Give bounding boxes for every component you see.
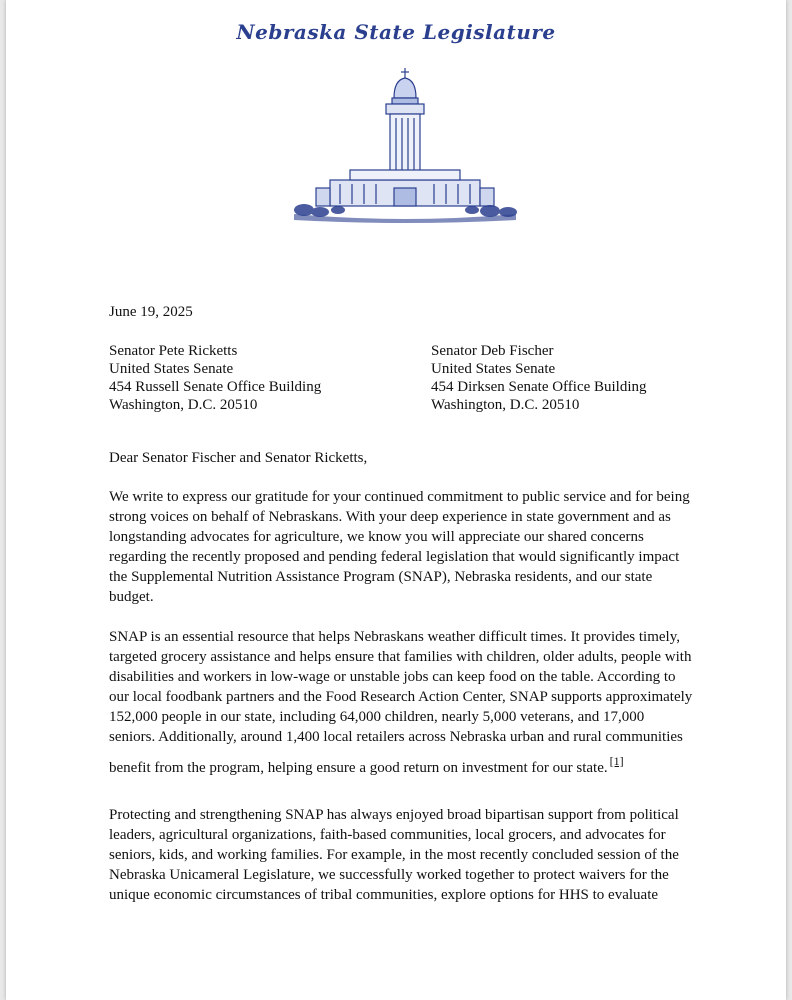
paragraph-line: disabilities and workers in low-wage or unstable jobs can keep food on the table. According to bbox=[109, 669, 676, 685]
paragraph-line: 152,000 people in our state, including 64,000 children, nearly 5,000 veterans, and 17,000 bbox=[109, 709, 645, 725]
paragraph-snap-resource bbox=[109, 627, 699, 782]
recipient-city: Washington, D.C. 20510 bbox=[109, 397, 258, 413]
paragraph-line: seniors, kids, and working families. For example, in the most recently concluded session of the bbox=[109, 847, 679, 863]
footnote-link[interactable]: [1] bbox=[609, 754, 624, 768]
paragraph-line: Protecting and strengthening SNAP has always enjoyed broad bipartisan support from political bbox=[109, 807, 679, 823]
recipient-name: Senator Pete Ricketts bbox=[109, 343, 238, 359]
recipient-office: 454 Dirksen Senate Office Building bbox=[431, 379, 647, 395]
paragraph-line: unique economic circumstances of tribal communities, explore options for HHS to evaluate bbox=[109, 887, 659, 903]
paragraph-line: regarding the recently proposed and pending federal legislation that would significantly impact bbox=[109, 549, 680, 565]
recipient-city: Washington, D.C. 20510 bbox=[431, 397, 580, 413]
letter-date: June 19, 2025 bbox=[109, 304, 193, 320]
paragraph-line: the Supplemental Nutrition Assistance Program (SNAP), Nebraska residents, and our state bbox=[109, 569, 653, 585]
salutation: Dear Senator Fischer and Senator Ricketts, bbox=[109, 450, 368, 466]
paragraph-line: our local foodbank partners and the Food Research Action Center, SNAP supports approximately bbox=[109, 689, 693, 705]
paragraph-line: leaders, agricultural organizations, faith-based communities, local grocers, and advocates for bbox=[109, 827, 666, 843]
paragraph-gratitude bbox=[109, 487, 699, 607]
letter-page bbox=[6, 0, 786, 1000]
paragraph-line: targeted grocery assistance and helps ensure that families with children, older adults, people with bbox=[109, 649, 692, 665]
paragraph-line: seniors. Additionally, around 1,400 local retailers across Nebraska urban and rural communities bbox=[109, 729, 683, 745]
recipient-address-fischer bbox=[431, 342, 647, 414]
paragraph-line: Nebraska Unicameral Legislature, we successfully worked together to protect waivers for the bbox=[109, 867, 669, 883]
paragraph-line: SNAP is an essential resource that helps Nebraskans weather difficult times. It provides timely, bbox=[109, 629, 680, 645]
capitol-building-icon bbox=[290, 64, 520, 226]
recipient-address-ricketts bbox=[109, 342, 321, 414]
recipient-office: 454 Russell Senate Office Building bbox=[109, 379, 322, 395]
paragraph-line: budget. bbox=[109, 589, 154, 605]
recipient-org: United States Senate bbox=[431, 361, 556, 377]
paragraph-line-with-footnote bbox=[109, 747, 699, 782]
paragraph-line: benefit from the program, helping ensure a good return on investment for our state. bbox=[109, 760, 608, 776]
letterhead-title: Nebraska State Legislature bbox=[236, 20, 556, 44]
recipient-org: United States Senate bbox=[109, 361, 234, 377]
recipient-name: Senator Deb Fischer bbox=[431, 343, 554, 359]
paragraph-line: strong voices on behalf of Nebraskans. With your deep experience in state government and as bbox=[109, 509, 671, 525]
paragraph-bipartisan-support bbox=[109, 805, 699, 905]
paragraph-line: We write to express our gratitude for your continued commitment to public service and for being bbox=[109, 489, 690, 505]
paragraph-line: longstanding advocates for agriculture, we know you will appreciate our shared concerns bbox=[109, 529, 644, 545]
